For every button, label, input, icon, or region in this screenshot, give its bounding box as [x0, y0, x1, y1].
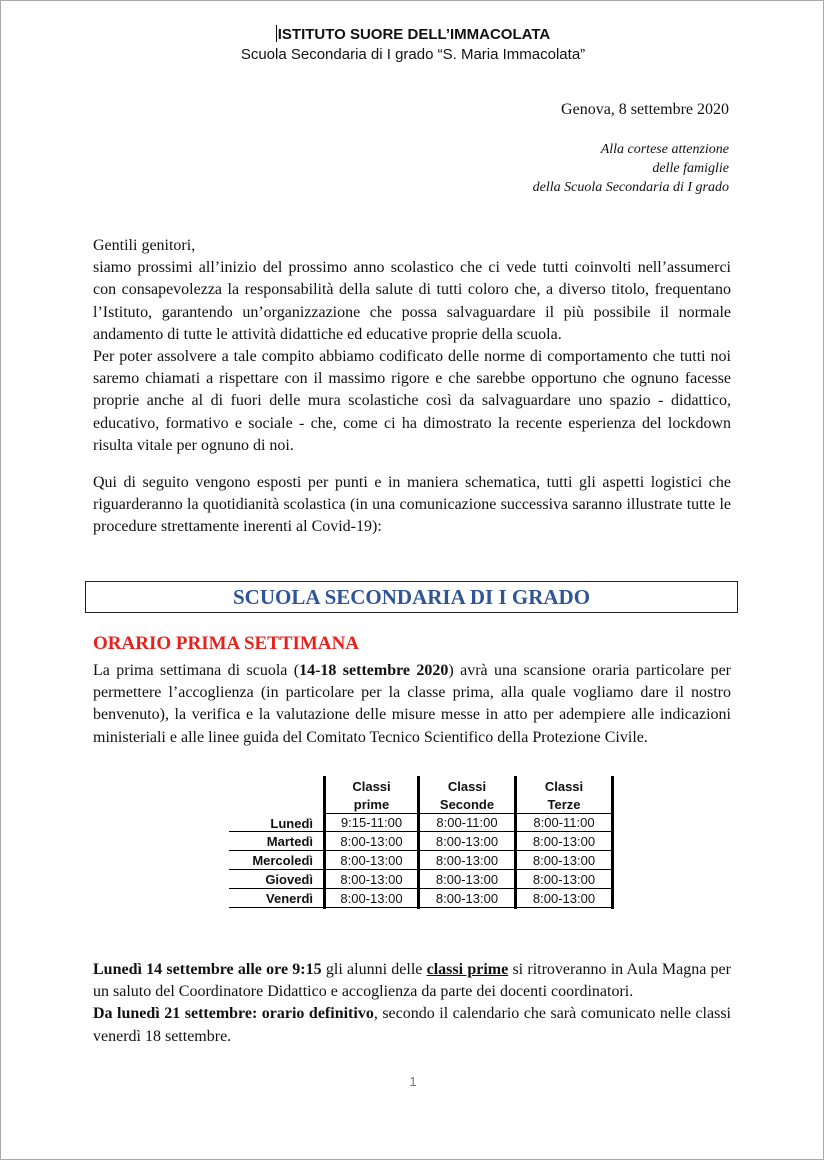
schedule-cell: 8:00-13:00 [435, 834, 499, 849]
orario-text: ) avrà una scansione oraria particolare per permettere l’accoglienza (in particolare per la classe prima, alla quale vogliamo dare il nostro benvenuto), la verifica e la valutazione delle misure messe in atto per adempiere alle indicazioni ministeriali e alle linee guida del Comitato Tecnico Scientifico della Protezione Civile. [93, 662, 732, 746]
column-header: Classi Seconde [439, 779, 495, 812]
row-day: Giovedì [265, 872, 313, 887]
table-rule [229, 831, 614, 832]
schedule-cell: 8:00-13:00 [532, 872, 596, 887]
orario-paragraph [93, 660, 731, 749]
schedule-cell: 8:00-13:00 [340, 834, 403, 849]
table-rule [229, 869, 614, 870]
schedule-cell: 8:00-13:00 [340, 872, 403, 887]
place-date: Genova, 8 settembre 2020 [561, 101, 729, 118]
intro-paragraph: siamo prossimi all’inizio del prossimo anno scolastico che ci vede tutti coinvolti nell’assumerci con consapevolezza la responsabilità della salute di tutti coloro che, a diverso titolo, frequentano l’Istituto, garantendo un’organizzazione che possa salvaguardare il più possibile il normale andamento di tutte le attività didattiche ed educative proprie della scuola. [93, 259, 731, 343]
row-day: Lunedì [270, 816, 313, 831]
section-title: SCUOLA SECONDARIA DI I GRADO [232, 585, 591, 609]
addressee-line: della Scuola Secondaria di I grado [532, 180, 729, 195]
schedule-cell: 8:00-13:00 [532, 834, 596, 849]
addressee-line: Alla cortese attenzione [600, 142, 729, 157]
orario-dates: 14-18 settembre 2020 [299, 662, 449, 679]
column-header: Classi prime [352, 779, 391, 812]
schedule-cell: 8:00-11:00 [533, 815, 595, 830]
addressee-block [533, 140, 729, 197]
logistics-intro [93, 472, 731, 539]
schedule-cell: 9:15-11:00 [340, 815, 403, 830]
intro-paragraph: Per poter assolvere a tale compito abbiamo codificato delle norme di comportamento che tutti noi saremo chiamati a rispettare con il massimo rigore e che sarebbe opportuno che ognuno facesse proprie anche al di fuori delle mura scolastiche così da salvaguardare uno spazio - didattico, educativo, formativo e sociale - che, come ci ha dimostrato la recente esperienza del lockdown risulta vitale per ognuno di noi. [93, 348, 731, 454]
text-cursor [276, 25, 277, 42]
note-paragraph: Lunedì 14 settembre alle ore 9:15 gli alunni delle classi prime si ritroveranno in Aula Magna per un saluto del Coordinatore Didattico e accoglienza da parte dei docenti coordinatori. [93, 961, 731, 1001]
row-day: Venerdì [266, 891, 313, 906]
greeting: Gentili genitori, [93, 237, 196, 254]
section-title-box [85, 581, 738, 613]
school-name: Scuola Secondaria di I grado “S. Maria Immacolata” [240, 46, 586, 63]
column-header: Classi Terze [544, 779, 584, 812]
schedule-cell: 8:00-13:00 [435, 872, 499, 887]
row-day: Martedì [266, 834, 313, 849]
schedule-cell: 8:00-13:00 [340, 853, 403, 868]
table-rule [611, 776, 614, 909]
schedule-cell: 8:00-13:00 [532, 891, 596, 906]
intro-paragraph: Qui di seguito vengono esposti per punti e in maniera schematica, tutti gli aspetti logistici che riguarderanno la quotidianità scolastica (in una comunicazione successiva saranno illustrate tutte le procedure strettamente inerenti al Covid-19): [93, 474, 731, 536]
institute-name: ISTITUTO SUORE DELL’IMMACOLATA [277, 26, 551, 43]
table-rule [229, 888, 614, 889]
addressee-line: delle famiglie [652, 161, 729, 176]
orario-text: La prima settimana di scuola ( [93, 662, 300, 679]
table-rule [229, 907, 614, 908]
page-number: 1 [409, 1074, 417, 1089]
schedule-cell: 8:00-13:00 [435, 891, 499, 906]
intro-text [93, 235, 731, 457]
orario-heading: ORARIO PRIMA SETTIMANA [93, 633, 360, 654]
note-paragraph: Da lunedì 21 settembre: orario definitivo, secondo il calendario che sarà comunicato nelle classi venerdì 18 settembre. [93, 1005, 731, 1045]
schedule-cell: 8:00-13:00 [532, 853, 596, 868]
schedule-cell: 8:00-11:00 [436, 815, 498, 830]
schedule-cell: 8:00-13:00 [340, 891, 403, 906]
schedule-cell: 8:00-13:00 [435, 853, 499, 868]
notes [93, 959, 731, 1048]
table-rule [229, 850, 614, 851]
row-day: Mercoledì [252, 853, 313, 868]
